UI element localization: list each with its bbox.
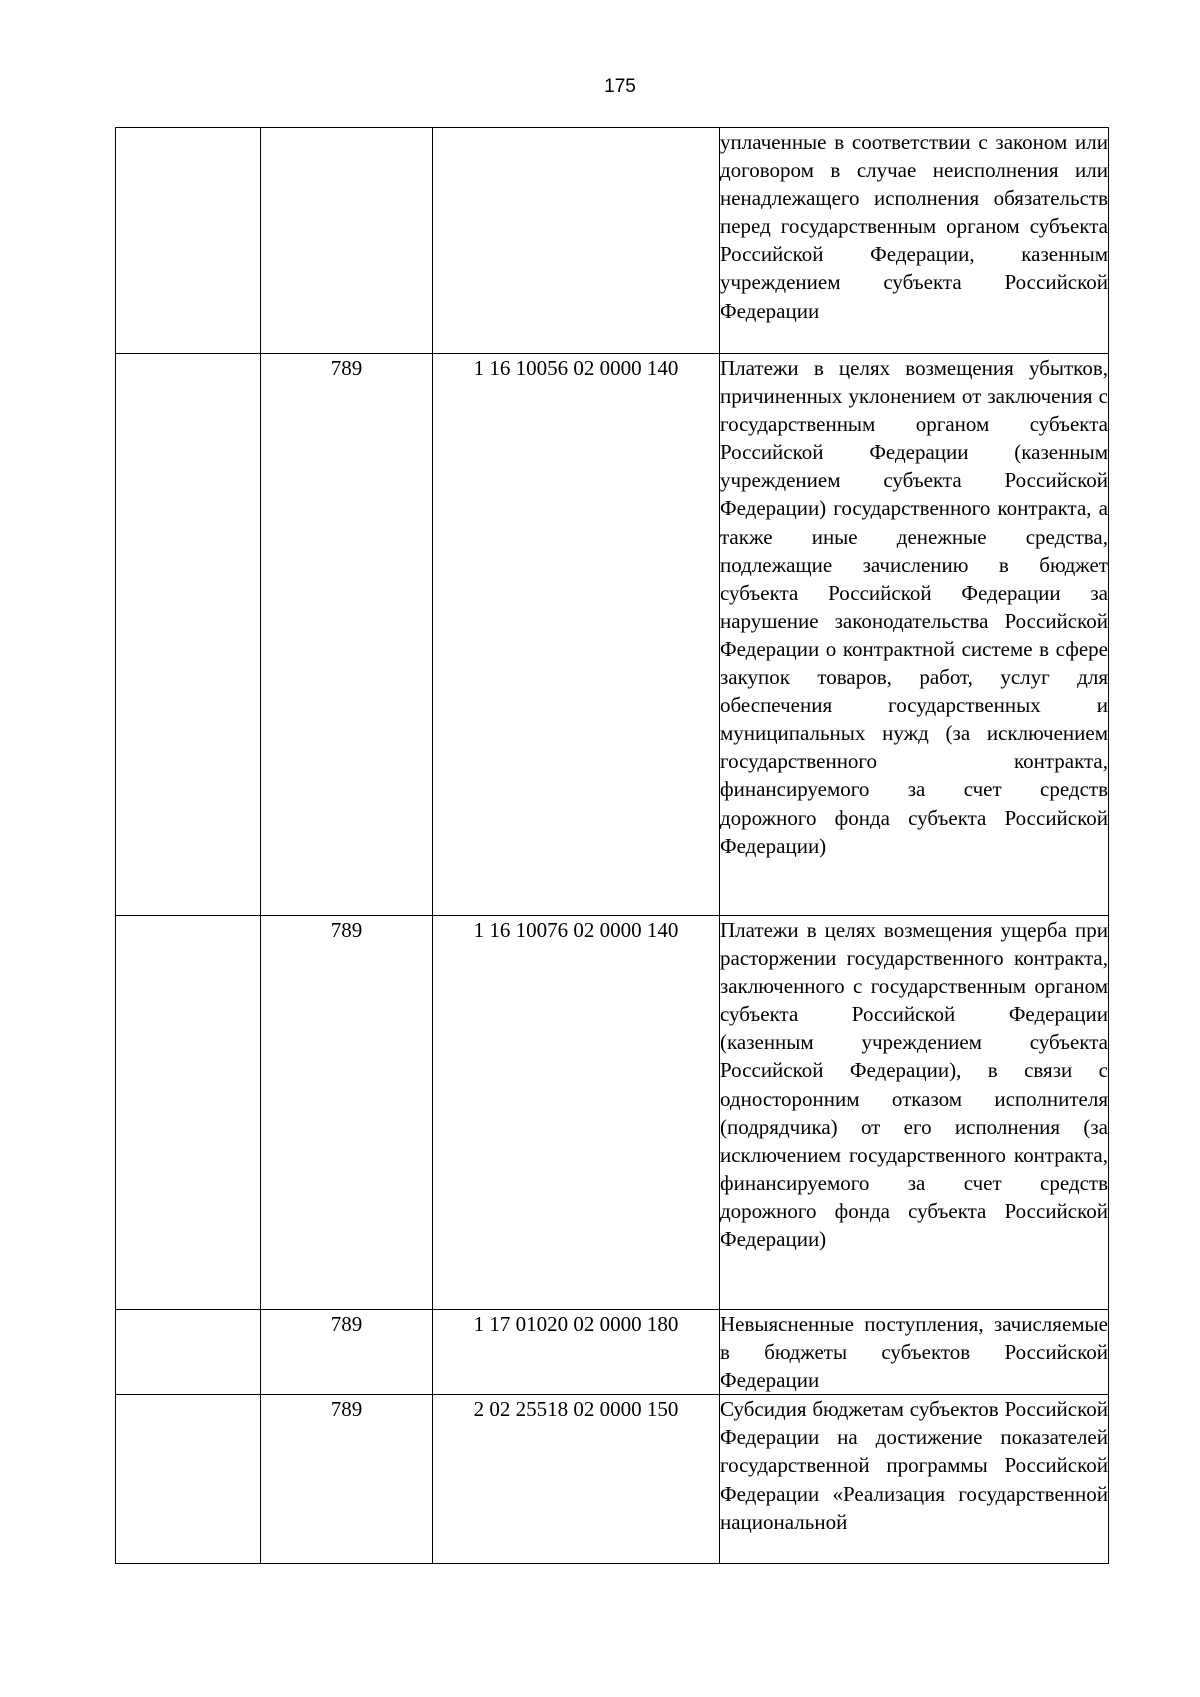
revenue-description-cell <box>720 1395 1109 1564</box>
admin-code-cell <box>261 128 433 354</box>
empty-cell <box>116 1310 261 1395</box>
budget-classification-code-cell <box>433 128 720 354</box>
admin-code-cell: 789 <box>261 354 433 916</box>
revenue-description-text: уплаченные в соответствии с законом или договором в случае неисполнения или ненадлежащего исполнения обязательств перед государственным органом субъекта Российской Федерации, казенным учреждением субъекта Российской Федерации <box>720 130 1108 323</box>
admin-code-cell: 789 <box>261 1395 433 1564</box>
budget-classification-code-cell: 1 17 01020 02 0000 180 <box>433 1310 720 1395</box>
table-row <box>116 1310 1109 1395</box>
table-row <box>116 354 1109 916</box>
table-row <box>116 916 1109 1310</box>
page-number: 175 <box>604 76 636 97</box>
revenue-description-text: Платежи в целях возмещения ущерба при расторжении государственного контракта, заключенного с государственным органом субъекта Российской Федерации (казенным учреждением субъекта Российской Федерации), в связи с односторонним отказом исполнителя (подрядчика) от его исполнения (за исключением государственного контракта, финансируемого за счет средств дорожного фонда субъекта Российской Федерации) <box>720 918 1108 1252</box>
budget-classification-code-cell: 1 16 10056 02 0000 140 <box>433 354 720 916</box>
revenue-description-cell <box>720 354 1109 916</box>
revenue-description-text: Платежи в целях возмещения убытков, причиненных уклонением от заключения с государственным органом субъекта Российской Федерации (казенным учреждением субъекта Российской Федерации) государственного контракта, а также иные денежные средства, подлежащие зачислению в бюджет субъекта Российской Федерации за нарушение законодательства Российской Федерации о контрактной системе в сфере закупок товаров, работ, услуг для обеспечения государственных и муниципальных нужд (за исключением государственного контракта, финансируемого за счет средств дорожного фонда субъекта Российской Федерации) <box>720 356 1108 858</box>
admin-code-cell: 789 <box>261 1310 433 1395</box>
empty-cell <box>116 128 261 354</box>
empty-cell <box>116 1395 261 1564</box>
revenue-description-text: Невыясненные поступления, зачисляемые в бюджеты субъектов Российской Федерации <box>720 1312 1108 1393</box>
admin-code-cell: 789 <box>261 916 433 1310</box>
budget-classification-code-cell: 2 02 25518 02 0000 150 <box>433 1395 720 1564</box>
empty-cell <box>116 354 261 916</box>
table-row <box>116 128 1109 354</box>
budget-classification-code-cell: 1 16 10076 02 0000 140 <box>433 916 720 1310</box>
empty-cell <box>116 916 261 1310</box>
budget-codes-table <box>115 127 1109 1564</box>
revenue-description-cell <box>720 916 1109 1310</box>
table-row <box>116 1395 1109 1564</box>
revenue-description-cell <box>720 128 1109 354</box>
revenue-description-text: Субсидия бюджетам субъектов Российской Федерации на достижение показателей государственной программы Российской Федерации «Реализация государственной национальной <box>720 1397 1108 1534</box>
revenue-description-cell <box>720 1310 1109 1395</box>
